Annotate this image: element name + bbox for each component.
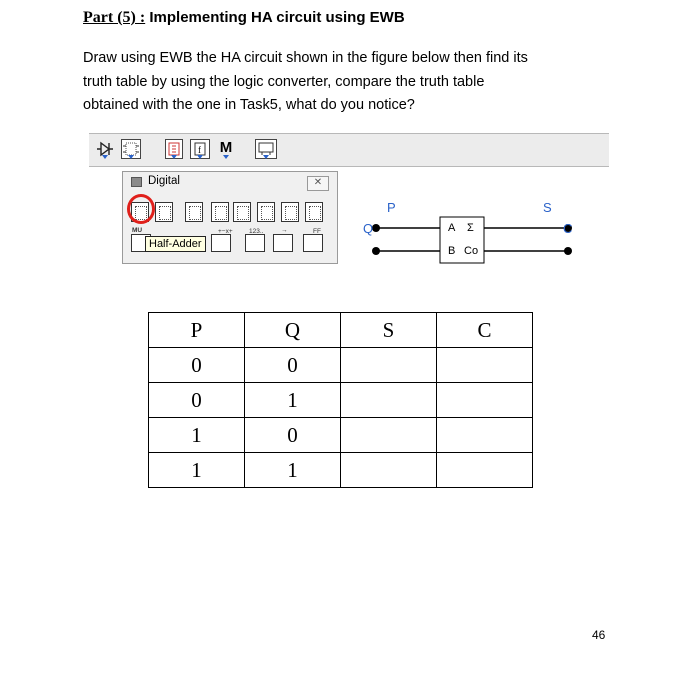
table-cell — [437, 383, 533, 418]
table-cell — [437, 418, 533, 453]
table-row — [149, 418, 533, 453]
ewb-parts-toolbar — [89, 133, 609, 167]
misc-button[interactable]: M — [219, 139, 233, 156]
table-cell: 1 — [245, 453, 341, 488]
rs-flipflop-chip[interactable] — [185, 202, 203, 222]
table-cell: 0 — [149, 383, 245, 418]
ha-pin-carry: Co — [464, 245, 479, 257]
table-header-cell: S — [341, 313, 437, 348]
d-flipflop-chip[interactable] — [281, 202, 299, 222]
chevron-down-icon — [171, 155, 177, 159]
flipflop-chip[interactable] — [303, 234, 323, 252]
mini-label: FF — [313, 228, 321, 235]
ha-pin-a: A — [448, 222, 456, 234]
instructions-paragraph — [83, 47, 603, 118]
ha-pin-b: B — [448, 245, 456, 257]
table-row — [149, 453, 533, 488]
svg-text:f: f — [198, 145, 201, 155]
mini-label: 123.. — [249, 228, 264, 235]
d-flipflop-chip[interactable] — [305, 202, 323, 222]
half-adder-circuit — [360, 195, 590, 280]
table-cell: 1 — [149, 453, 245, 488]
full-adder-chip[interactable] — [155, 202, 173, 222]
jk-flipflop-chip[interactable] — [257, 202, 275, 222]
page-number: 46 — [592, 628, 606, 642]
half-adder-tooltip: Half-Adder — [145, 236, 206, 252]
table-cell — [437, 453, 533, 488]
heading-title: Implementing HA circuit using EWB — [149, 9, 405, 26]
table-cell: 0 — [149, 348, 245, 383]
input-label-q: Q — [363, 221, 374, 236]
close-icon[interactable]: ✕ — [307, 176, 329, 191]
mini-label: MU — [132, 227, 143, 234]
window-title: Digital — [148, 175, 180, 187]
table-cell — [341, 418, 437, 453]
table-cell: 1 — [149, 418, 245, 453]
counter-chip[interactable] — [245, 234, 265, 252]
table-cell: 1 — [245, 383, 341, 418]
jk-flipflop-chip[interactable] — [211, 202, 229, 222]
jk-flipflop-chip[interactable] — [233, 202, 251, 222]
table-cell: 0 — [245, 418, 341, 453]
section-heading — [83, 9, 405, 27]
mini-label: +−x+ — [218, 228, 233, 235]
table-row — [149, 383, 533, 418]
output-label-s: S — [543, 200, 552, 215]
paragraph-line: Draw using EWB the HA circuit shown in the figure below then find its — [83, 50, 528, 66]
ha-pin-sum: Σ — [467, 222, 474, 234]
heading-part-label: Part (5) : — [83, 9, 146, 26]
paragraph-line: truth table by using the logic converter, compare the truth table — [83, 73, 485, 90]
highlight-circle — [127, 194, 155, 224]
output-label-c: C — [563, 221, 573, 236]
table-cell: 0 — [245, 348, 341, 383]
chevron-down-icon — [263, 155, 269, 159]
chevron-down-icon — [128, 155, 134, 159]
chevron-down-icon — [223, 155, 229, 159]
input-label-p: P — [387, 200, 396, 215]
table-header-cell: Q — [245, 313, 341, 348]
arithmetic-chip[interactable] — [211, 234, 231, 252]
chevron-down-icon — [102, 155, 108, 159]
chevron-down-icon — [197, 155, 203, 159]
window-icon — [131, 177, 142, 187]
table-row — [149, 348, 533, 383]
window-titlebar — [123, 172, 337, 192]
mini-label: → — [281, 227, 288, 234]
table-cell — [341, 453, 437, 488]
truth-table — [148, 312, 533, 488]
table-header-cell: C — [437, 313, 533, 348]
table-cell — [341, 383, 437, 418]
table-cell — [341, 348, 437, 383]
table-header-cell: P — [149, 313, 245, 348]
table-cell — [437, 348, 533, 383]
table-header-row — [149, 313, 533, 348]
shift-register-chip[interactable] — [273, 234, 293, 252]
paragraph-line: obtained with the one in Task5, what do you notice? — [83, 97, 415, 113]
